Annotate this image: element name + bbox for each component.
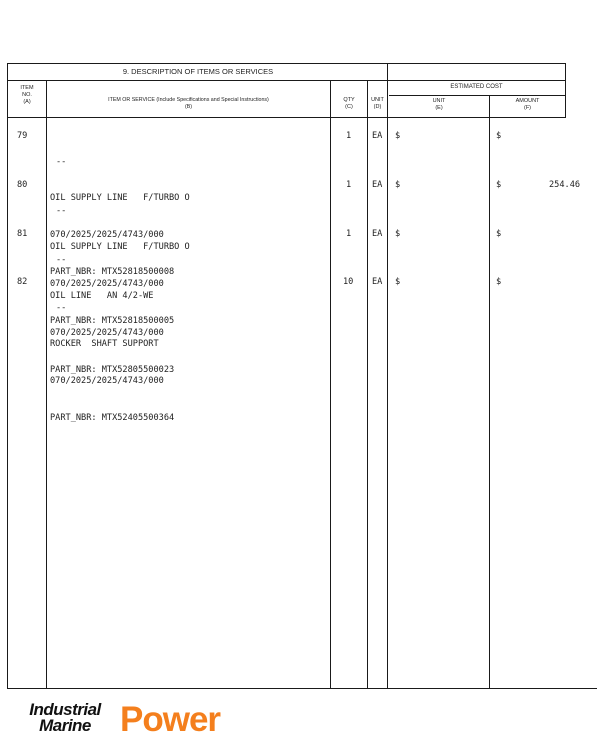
item-no-header-line2: NO. [22,92,32,98]
section-title-divider [7,80,566,81]
form-right-border [565,63,566,118]
unit-price-header-line1: UNIT [432,98,446,104]
item-desc-line: 070/2025/2025/4743/000 [50,230,164,241]
item-desc-line: PART_NBR: MTX52818500005 [50,316,175,327]
item-no: 81 [17,229,28,239]
logo-line-marine: Marine [39,716,91,735]
item-qty: 10 [343,277,354,287]
unit-col-divider [387,63,388,689]
item-desc-line: ROCKER SHAFT SUPPORT [50,339,159,350]
qty-col-divider [367,80,368,689]
amount-currency: $ [496,131,502,141]
item-desc-header-line2: (B) [184,104,193,110]
item-qty: 1 [346,131,352,141]
amount-header-line2: (F) [523,105,532,111]
desc-col-divider [330,80,331,689]
unit-price-header [389,98,489,112]
amount-header [490,98,565,112]
unit-price-currency: $ [395,180,401,190]
unit-price-currency: $ [395,131,401,141]
logo-wordmark-power: Power [120,700,221,739]
item-unit: EA [372,229,383,239]
form-bottom-border [7,688,597,689]
form-top-border [7,63,566,64]
qty-header [331,97,367,111]
item-desc-line: -- [56,302,67,313]
qty-header-line2: (C) [345,104,353,110]
item-desc-line: 070/2025/2025/4743/000 [50,279,164,290]
item-unit: EA [372,277,383,287]
item-desc-line: OIL SUPPLY LINE F/TURBO O [50,193,190,204]
item-desc-line: -- [56,205,67,216]
item-no: 80 [17,180,28,190]
item-qty: 1 [346,229,352,239]
item-desc-line: PART_NBR: MTX52405500364 [50,413,175,424]
amount-currency: $ [496,229,502,239]
item-desc-line: PART_NBR: MTX52805500023 [50,365,175,376]
item-no: 79 [17,131,28,141]
unit-header-line1: UNIT [371,97,384,103]
amount-header-line1: AMOUNT [515,98,540,104]
item-desc-line: -- [56,156,67,167]
item-desc-line: 070/2025/2025/4743/000 [50,328,164,339]
item-qty: 1 [346,180,352,190]
unit-price-currency: $ [395,229,401,239]
item-no-header-line3: (A) [23,99,31,105]
item-unit: EA [372,180,383,190]
item-description [50,277,174,449]
form-left-border [7,63,8,689]
item-col-divider [46,80,47,689]
section-title: 9. DESCRIPTION OF ITEMS OR SERVICES [122,67,274,76]
item-desc-header-line1: ITEM OR SERVICE (Include Specifications and Special Instructions) [108,97,269,103]
unit-header [368,97,387,111]
item-no-header-line1: ITEM [20,85,34,91]
unit-price-header-line2: (E) [435,105,443,111]
amount-currency: $ [496,180,502,190]
estimated-cost-divider [389,95,566,96]
logo-wordmark-left [20,702,110,734]
item-desc-line: -- [56,254,67,265]
unit-header-line2: (D) [373,104,382,110]
item-unit: EA [372,131,383,141]
item-desc-line: OIL SUPPLY LINE F/TURBO O [50,242,190,253]
amount-col-divider [489,95,490,689]
item-desc-line: OIL LINE AN 4/2-WE [50,291,154,302]
estimated-cost-header: ESTIMATED COST [450,84,503,90]
amount-value: 254.46 [549,180,581,190]
logo-line-industrial: Industrial [29,700,101,719]
item-desc-header [47,97,330,111]
amount-currency: $ [496,277,502,287]
unit-price-currency: $ [395,277,401,287]
item-no: 82 [17,277,28,287]
qty-header-line1: QTY [343,97,355,103]
item-desc-line: 070/2025/2025/4743/000 [50,376,164,387]
header-bottom-border [7,117,566,118]
item-desc-line: PART_NBR: MTX52818500008 [50,267,175,278]
item-no-header [8,85,46,106]
